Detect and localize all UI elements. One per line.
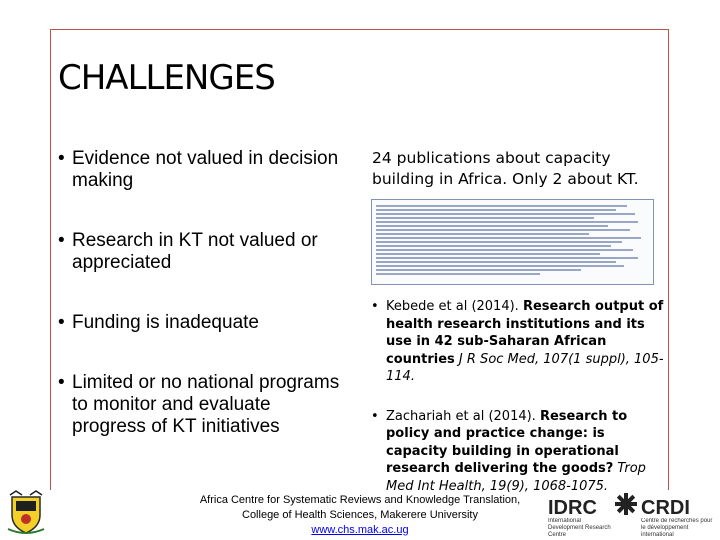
reference-title: Research output of health research institutions and its use in 42 sub-Saharan African countries (386, 299, 664, 367)
crdi-subtitle: Centre de recherches pour le développement international (641, 518, 713, 538)
footer (160, 493, 560, 538)
footer-line-1: Africa Centre for Systematic Reviews and Knowledge Translation, (199, 494, 521, 506)
reference-item (371, 408, 666, 496)
footer-link[interactable]: www.chs.mak.ac.ug (311, 524, 409, 536)
publications-list-thumbnail (371, 199, 654, 285)
left-bullet-list (58, 148, 348, 438)
reference-item (371, 298, 666, 386)
reference-list (371, 298, 666, 495)
reference-title: Research to policy and practice change: is capacity building in operational research delivering the goods? (386, 408, 628, 476)
bullet-text: Evidence not valued in decision making (72, 148, 339, 191)
bullet-item (58, 230, 348, 274)
crdi-wordmark: CRDI (641, 497, 690, 519)
bullet-item (58, 148, 348, 192)
bullet-text: Funding is inadequate (72, 312, 259, 333)
footer-line-2: College of Health Sciences, Makerere University (242, 509, 478, 521)
right-heading: 24 publications about capacity building in Africa. Only 2 about KT. (372, 149, 639, 188)
idrc-subtitle: International Development Research Centre (548, 518, 611, 538)
bullet-dot: • (58, 372, 65, 393)
bullet-text: Research in KT not valued or appreciated (72, 230, 318, 273)
idrc-crdi-logo (548, 492, 716, 538)
makerere-crest-logo (6, 489, 46, 535)
reference-journal: J R Soc Med, 107(1 suppl), 105-114. (386, 351, 664, 384)
bullet-dot: • (58, 230, 65, 251)
bullet-text: Limited or no national programs to monitor and evaluate progress of KT initiatives (72, 372, 340, 437)
bullet-item (58, 312, 348, 334)
bullet-item (58, 372, 348, 438)
slide-title: CHALLENGES (58, 58, 275, 98)
bullet-dot: • (371, 299, 379, 314)
reference-authors: Kebede et al (2014). (386, 299, 523, 314)
bullet-dot: • (58, 148, 65, 169)
idrc-star-icon (615, 493, 637, 515)
reference-authors: Zachariah et al (2014). (386, 408, 540, 424)
reference-journal: Trop Med Int Health, 19(9), 1068-1075. (386, 461, 646, 494)
bullet-dot: • (58, 312, 65, 333)
bullet-dot: • (371, 408, 379, 424)
idrc-wordmark: IDRC (548, 497, 597, 519)
